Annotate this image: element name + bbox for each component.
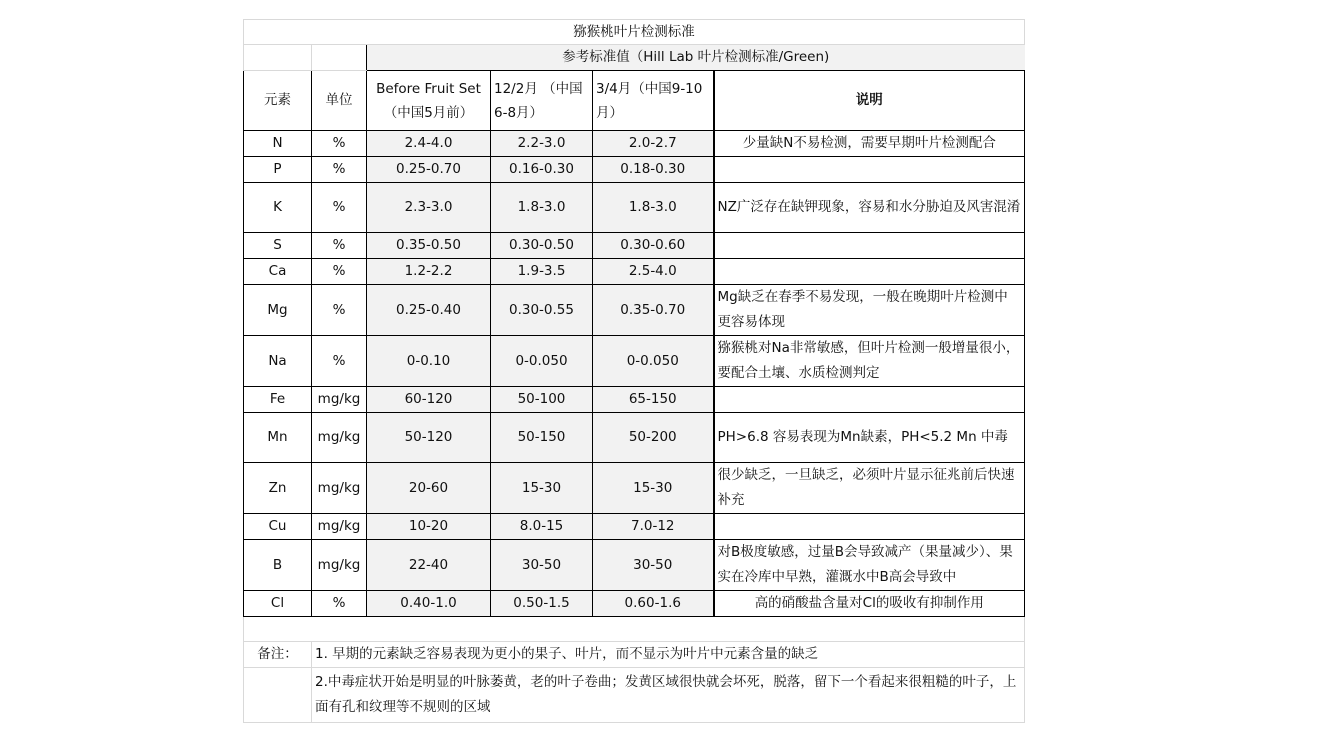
table-row	[244, 387, 1025, 413]
cell-mar-apr: 0-0.050	[593, 336, 714, 387]
table-row	[244, 514, 1025, 540]
cell-dec-feb: 2.2-3.0	[491, 131, 593, 157]
cell-before-fruit-set: 22-40	[367, 540, 491, 591]
cell-unit: %	[312, 591, 367, 617]
empty-cell	[312, 45, 367, 71]
cell-before-fruit-set: 0.25-0.70	[367, 157, 491, 183]
cell-before-fruit-set: 10-20	[367, 514, 491, 540]
cell-dec-feb: 15-30	[491, 463, 593, 514]
cell-mar-apr: 30-50	[593, 540, 714, 591]
cell-element: K	[244, 183, 312, 233]
cell-dec-feb: 0.30-0.55	[491, 285, 593, 336]
cell-unit: %	[312, 131, 367, 157]
cell-before-fruit-set: 20-60	[367, 463, 491, 514]
cell-note: 高的硝酸盐含量对Cl的吸收有抑制作用	[714, 591, 1025, 617]
cell-dec-feb: 50-100	[491, 387, 593, 413]
cell-mar-apr: 15-30	[593, 463, 714, 514]
cell-note: 猕猴桃对Na非常敏感，但叶片检测一般增量很小，要配合土壤、水质检测判定	[714, 336, 1025, 387]
cell-mar-apr: 2.0-2.7	[593, 131, 714, 157]
cell-mar-apr: 1.8-3.0	[593, 183, 714, 233]
remark-line: 1. 早期的元素缺乏容易表现为更小的果子、叶片，而不显示为叶片中元素含量的缺乏	[312, 642, 1025, 668]
cell-dec-feb: 8.0-15	[491, 514, 593, 540]
cell-note	[714, 157, 1025, 183]
cell-dec-feb: 50-150	[491, 413, 593, 463]
cell-unit: mg/kg	[312, 413, 367, 463]
cell-element: Mn	[244, 413, 312, 463]
cell-note: 少量缺N不易检测，需要早期叶片检测配合	[714, 131, 1025, 157]
cell-mar-apr: 7.0-12	[593, 514, 714, 540]
cell-unit: %	[312, 259, 367, 285]
cell-unit: %	[312, 285, 367, 336]
cell-element: Mg	[244, 285, 312, 336]
table-row	[244, 413, 1025, 463]
cell-element: Fe	[244, 387, 312, 413]
cell-before-fruit-set: 0.25-0.40	[367, 285, 491, 336]
remarks-label: 备注：	[244, 642, 312, 668]
cell-before-fruit-set: 2.3-3.0	[367, 183, 491, 233]
cell-dec-feb: 0.50-1.5	[491, 591, 593, 617]
header-unit: 单位	[312, 71, 367, 131]
table-row	[244, 591, 1025, 617]
cell-unit: %	[312, 183, 367, 233]
cell-dec-feb: 0-0.050	[491, 336, 593, 387]
cell-element: Zn	[244, 463, 312, 514]
table-row	[244, 157, 1025, 183]
cell-mar-apr: 50-200	[593, 413, 714, 463]
cell-note: PH>6.8 容易表现为Mn缺素，PH<5.2 Mn 中毒	[714, 413, 1025, 463]
cell-dec-feb: 1.9-3.5	[491, 259, 593, 285]
reference-header: 参考标准值（Hill Lab 叶片检测标准/Green)	[367, 45, 1025, 71]
cell-element: B	[244, 540, 312, 591]
cell-note	[714, 514, 1025, 540]
cell-mar-apr: 0.30-0.60	[593, 233, 714, 259]
cell-before-fruit-set: 0.35-0.50	[367, 233, 491, 259]
cell-element: P	[244, 157, 312, 183]
table-row	[244, 540, 1025, 591]
remark-line: 2.中毒症状开始是明显的叶脉萎黄，老的叶子卷曲；发黄区域很快就会坏死，脱落，留下一个看起来很粗糙的叶子，上面有孔和纹理等不规则的区域	[312, 668, 1025, 723]
header-dec-feb: 12/2月 （中国6-8月）	[491, 71, 593, 131]
cell-mar-apr: 0.18-0.30	[593, 157, 714, 183]
table-row	[244, 183, 1025, 233]
header-element: 元素	[244, 71, 312, 131]
cell-dec-feb: 0.30-0.50	[491, 233, 593, 259]
cell-before-fruit-set: 0-0.10	[367, 336, 491, 387]
table-body	[244, 71, 1025, 617]
cell-unit: %	[312, 157, 367, 183]
cell-note	[714, 387, 1025, 413]
cell-before-fruit-set: 60-120	[367, 387, 491, 413]
table-row	[244, 259, 1025, 285]
cell-element: Cu	[244, 514, 312, 540]
cell-note: NZ广泛存在缺钾现象，容易和水分胁迫及风害混淆	[714, 183, 1025, 233]
cell-element: Na	[244, 336, 312, 387]
cell-mar-apr: 0.60-1.6	[593, 591, 714, 617]
empty-cell	[244, 668, 312, 723]
cell-note: 对B极度敏感，过量B会导致减产（果量减少）、果实在冷库中早熟，灌溉水中B高会导致中	[714, 540, 1025, 591]
cell-unit: %	[312, 233, 367, 259]
header-note: 说明	[714, 71, 1025, 131]
table-row	[244, 463, 1025, 514]
leaf-standard-table	[243, 19, 1025, 723]
cell-mar-apr: 2.5-4.0	[593, 259, 714, 285]
empty-cell	[244, 45, 312, 71]
cell-before-fruit-set: 1.2-2.2	[367, 259, 491, 285]
table-row	[244, 233, 1025, 259]
cell-before-fruit-set: 50-120	[367, 413, 491, 463]
cell-note	[714, 259, 1025, 285]
cell-note: 很少缺乏，一旦缺乏，必须叶片显示征兆前后快速补充	[714, 463, 1025, 514]
header-before-fruit-set: Before Fruit Set（中国5月前）	[367, 71, 491, 131]
cell-element: N	[244, 131, 312, 157]
cell-dec-feb: 0.16-0.30	[491, 157, 593, 183]
empty-row	[244, 617, 1025, 642]
cell-unit: %	[312, 336, 367, 387]
cell-element: Cl	[244, 591, 312, 617]
header-mar-apr: 3/4月（中国9-10月）	[593, 71, 714, 131]
column-header-row	[244, 71, 1025, 131]
cell-unit: mg/kg	[312, 514, 367, 540]
table-row	[244, 285, 1025, 336]
cell-unit: mg/kg	[312, 540, 367, 591]
cell-dec-feb: 1.8-3.0	[491, 183, 593, 233]
cell-before-fruit-set: 0.40-1.0	[367, 591, 491, 617]
table-row	[244, 131, 1025, 157]
cell-element: S	[244, 233, 312, 259]
cell-unit: mg/kg	[312, 387, 367, 413]
table-title: 猕猴桃叶片检测标准	[244, 20, 1025, 45]
cell-before-fruit-set: 2.4-4.0	[367, 131, 491, 157]
cell-note	[714, 233, 1025, 259]
cell-element: Ca	[244, 259, 312, 285]
cell-mar-apr: 65-150	[593, 387, 714, 413]
cell-dec-feb: 30-50	[491, 540, 593, 591]
cell-mar-apr: 0.35-0.70	[593, 285, 714, 336]
cell-note: Mg缺乏在春季不易发现，一般在晚期叶片检测中更容易体现	[714, 285, 1025, 336]
cell-unit: mg/kg	[312, 463, 367, 514]
spreadsheet-table-region	[243, 19, 1024, 723]
table-row	[244, 336, 1025, 387]
